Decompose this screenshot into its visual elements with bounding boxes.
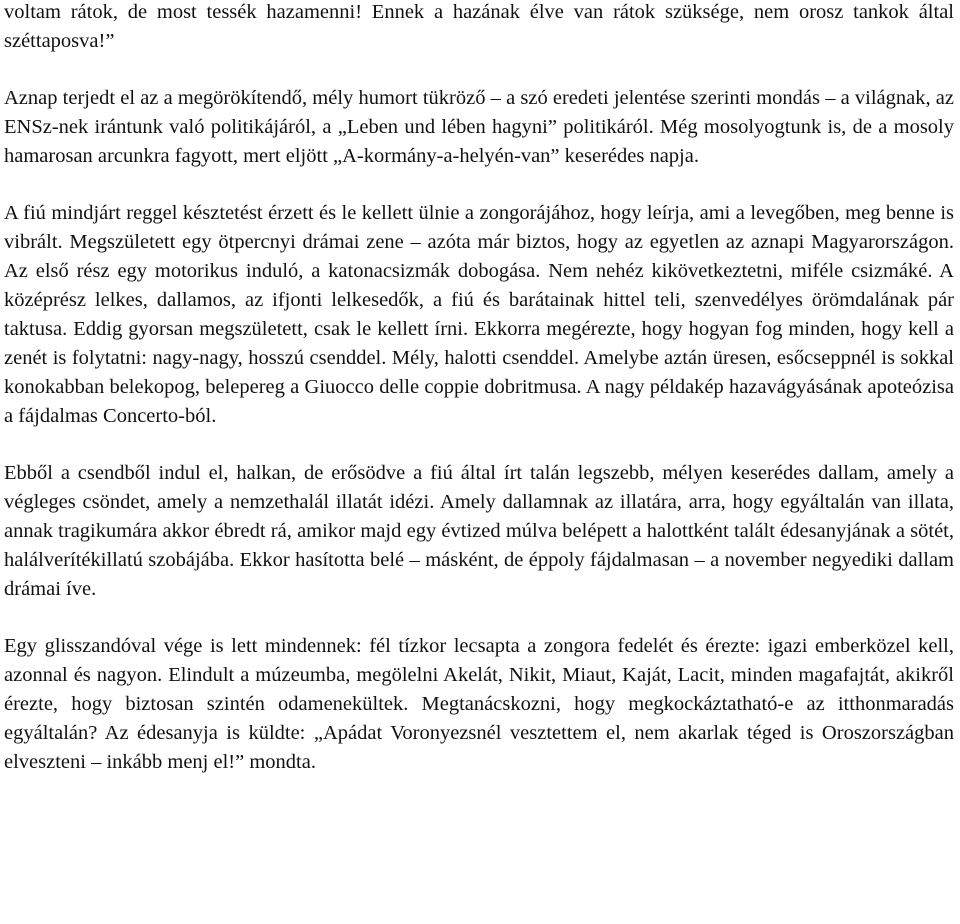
paragraph-4: Ebből a csendből indul el, halkan, de erősödve a fiú által írt talán legszebb, mélyen keserédes dallam, amely a végleges csöndet, amely a nemzethalál illatát idézi. Amely dallamnak az illatára, arra, hogy egyáltalán van illata, annak tragikumára akkor ébredt rá, amikor majd egy évtized múlva belépett a halottként talált édesanyjának a sötét, halálverítékillatú szobájába. Ekkor hasította belé – másként, de éppoly fájdalmasan – a november negyediki dallam drámai íve.	[4, 462, 954, 600]
document-page	[4, 0, 954, 777]
paragraph-5: Egy glisszandóval vége is lett mindennek: fél tízkor lecsapta a zongora fedelét és érezte: igazi emberközel kell, azonnal és nagyon. Elindult a múzeumba, megölelni Akelát, Nikit, Miaut, Kaját, Lacit, minden magafajtát, akikről érezte, hogy biztosan szintén odamenekültek. Megtanácskozni, hogy megkockáztatható-e az itthonmaradás egyáltalán? Az édesanyja is küldte: „Apádat Voronyezsnél vesztettem el, nem akarlak téged is Oroszországban elveszteni – inkább menj el!” mondta.	[4, 635, 954, 773]
paragraph-2: Aznap terjedt el az a megörökítendő, mély humort tükröző – a szó eredeti jelentése szerinti mondás – a világnak, az ENSz-nek irántunk való politikájáról, a „Leben und lében hagyni” politikáról. Még mosolyogtunk is, de a mosoly hamarosan arcunkra fagyott, mert eljött „A-kormány-a-helyén-van” keserédes napja.	[4, 87, 954, 167]
paragraph-1: voltam rátok, de most tessék hazamenni! Ennek a hazának élve van rátok szüksége, nem orosz tankok által széttaposva!”	[4, 1, 954, 52]
paragraph-3: A fiú mindjárt reggel késztetést érzett és le kellett ülnie a zongorájához, hogy leírja, ami a levegőben, meg benne is vibrált. Megszületett egy ötpercnyi drámai zene – azóta már biztos, hogy az egyetlen az aznapi Magyarországon. Az első rész egy motorikus induló, a katonacsizmák dobogása. Nem nehéz kikövetkeztetni, miféle csizmáké. A középrész lelkes, dallamos, az ifjonti lelkesedők, a fiú és barátainak hittel teli, szenvedélyes örömdalának pár taktusa. Eddig gyorsan megszületett, csak le kellett írni. Ekkorra megérezte, hogy hogyan fog minden, hogy kell a zenét is folytatni: nagy-nagy, hosszú csenddel. Mély, halotti csenddel. Amelybe aztán üresen, esőcseppnél is sokkal konokabban belekopog, belepereg a Giuocco delle coppie dobritmusa. A nagy példakép hazavágyásának apoteózisa a fájdalmas Concerto-ból.	[4, 202, 954, 427]
